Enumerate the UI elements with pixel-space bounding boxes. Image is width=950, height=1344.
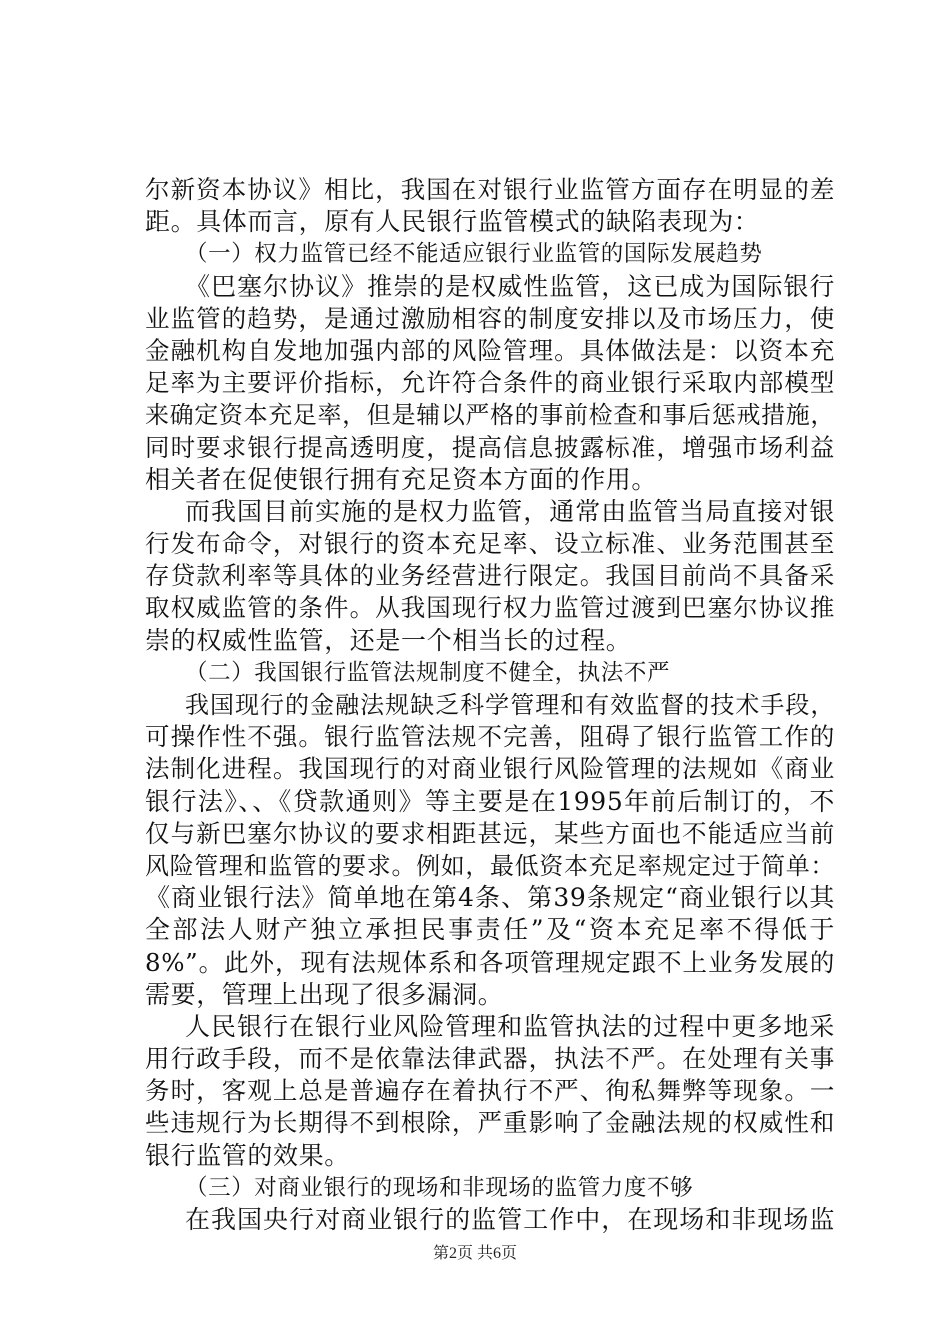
page-footer: 第2页 共6页 [432,1245,517,1262]
text-line: 《巴塞尔协议》推崇的是权威性监管，这已成为国际银行 [185,271,835,301]
text-line: 崇的权威性监管，还是一个相当长的过程。 [145,625,632,655]
text-line: 需要，管理上出现了很多漏洞。 [145,979,504,1009]
text-line: 在我国央行对商业银行的监管工作中，在现场和非现场监 [185,1205,835,1234]
text-line: 行发布命令，对银行的资本充足率、设立标准、业务范围甚至 [145,529,835,559]
text-line: 仅与新巴塞尔协议的要求相距甚远，某些方面也不能适应当前 [145,818,835,848]
text-line: 些违规行为长期得不到根除，严重影响了金融法规的权威性和 [145,1108,835,1138]
text-line: 务时，客观上总是普遍存在着执行不严、徇私舞弊等现象。一 [145,1076,835,1106]
section-heading: （一）权力监管已经不能适应银行业监管的国际发展趋势 [185,241,763,268]
text-line: 取权威监管的条件。从我国现行权力监管过渡到巴塞尔协议推 [145,593,835,623]
text-line: 全部法人财产独立承担民事责任”及“资本充足率不得低于 [145,915,835,945]
document-body [145,174,835,1236]
text-line: 风险管理和监管的要求。例如，最低资本充足率规定过于简单： [145,851,835,880]
text-line: 金融机构自发地加强内部的风险管理。具体做法是：以资本充 [145,335,835,365]
text-line: 足率为主要评价指标，允许符合条件的商业银行采取内部模型 [145,368,835,398]
section-heading: （三）对商业银行的现场和非现场的监管力度不够 [185,1174,694,1201]
text-line: 尔新资本协议》相比，我国在对银行业监管方面存在明显的差 [145,175,835,204]
section-heading: （二）我国银行监管法规制度不健全，执法不严 [185,659,671,686]
text-line: 而我国目前实施的是权力监管，通常由监管当局直接对银 [185,496,835,526]
text-line: 距。具体而言，原有人民银行监管模式的缺陷表现为： [145,207,760,237]
text-line: 存贷款利率等具体的业务经营进行限定。我国目前尚不具备采 [145,561,835,591]
text-line: 法制化进程。我国现行的对商业银行风险管理的法规如《商业 [145,754,835,784]
text-line: 可操作性不强。银行监管法规不完善，阻碍了银行监管工作的 [145,722,835,752]
text-line: 人民银行在银行业风险管理和监管执法的过程中更多地采 [185,1011,835,1041]
text-line: 业监管的趋势，是通过激励相容的制度安排以及市场压力，使 [145,303,835,333]
text-line: 用行政手段，而不是依靠法律武器，执法不严。在处理有关事 [145,1044,835,1074]
text-line: 《商业银行法》简单地在第4条、第39条规定“商业银行以其 [145,883,835,913]
text-line: 来确定资本充足率，但是辅以严格的事前检查和事后惩戒措施， [145,401,835,430]
text-line: 同时要求银行提高透明度，提高信息披露标准，增强市场利益 [145,432,835,462]
text-line: 银行监管的效果。 [145,1140,350,1170]
text-line: 银行法》、、《贷款通则》等主要是在1995年前后制订的，不 [145,786,835,816]
text-line: 8%”。此外，现有法规体系和各项管理规定跟不上业务发展的 [145,947,835,977]
text-line: 我国现行的金融法规缺乏科学管理和有效监督的技术手段， [185,691,835,719]
text-line: 相关者在促使银行拥有充足资本方面的作用。 [145,464,658,494]
